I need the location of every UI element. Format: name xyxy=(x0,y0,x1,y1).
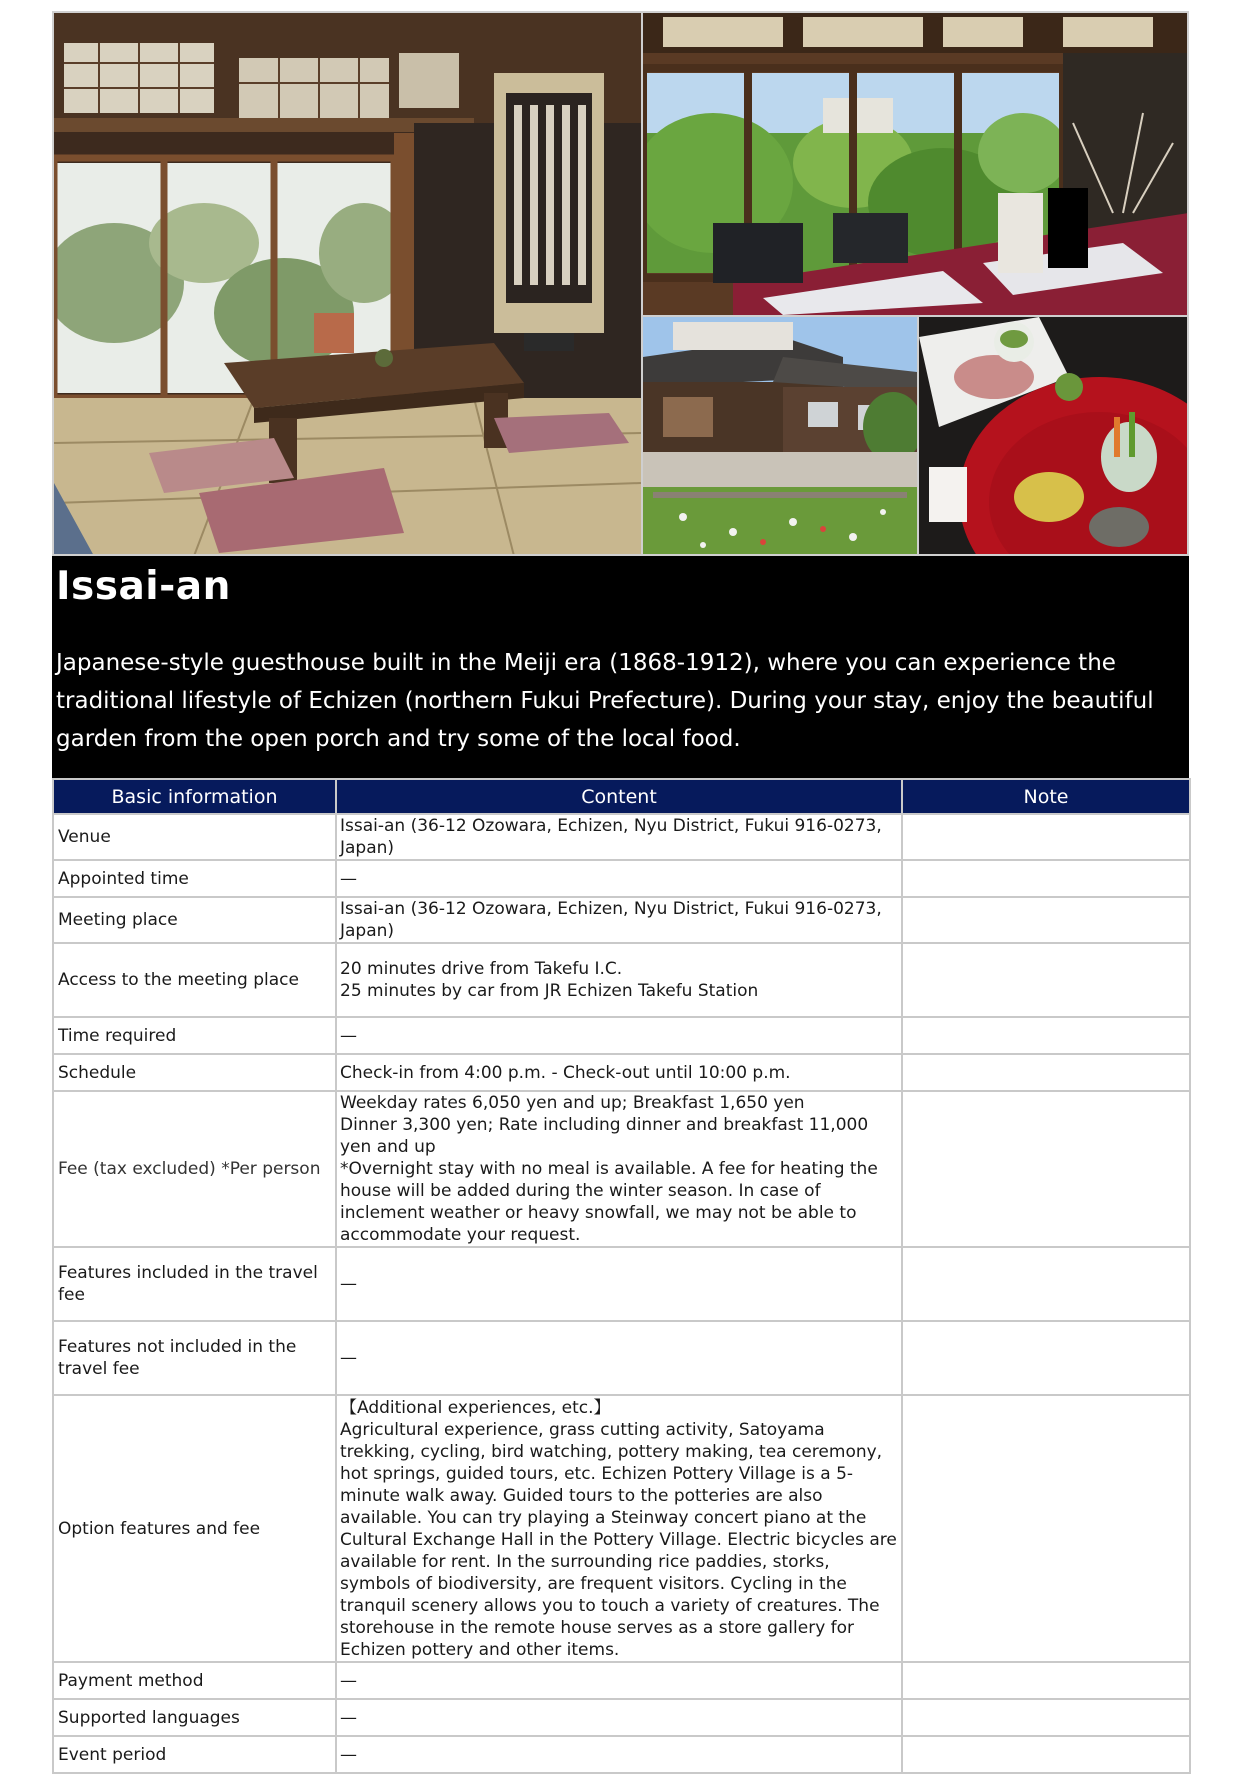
row-note xyxy=(902,1247,1190,1321)
table-row xyxy=(53,1395,1190,1662)
row-note xyxy=(902,1321,1190,1395)
table-row xyxy=(53,1017,1190,1054)
table-row xyxy=(53,1247,1190,1321)
local-food-photo xyxy=(919,317,1189,556)
row-label: Access to the meeting place xyxy=(53,943,336,1017)
row-content: — xyxy=(336,860,902,897)
row-label: Payment method xyxy=(53,1662,336,1699)
table-row xyxy=(53,1699,1190,1736)
tatami-room-photo xyxy=(54,13,641,556)
basic-info-table xyxy=(52,778,1191,1774)
row-content: — xyxy=(336,1662,902,1699)
table-row xyxy=(53,814,1190,860)
row-note xyxy=(902,1662,1190,1699)
row-label: Features not included in the travel fee xyxy=(53,1321,336,1395)
row-label: Time required xyxy=(53,1017,336,1054)
row-label: Features included in the travel fee xyxy=(53,1247,336,1321)
garden-dining-photo xyxy=(643,13,1189,315)
house-exterior-photo xyxy=(643,317,917,556)
row-label: Event period xyxy=(53,1736,336,1773)
row-content: Weekday rates 6,050 yen and up; Breakfast 1,650 yen Dinner 3,300 yen; Rate including dinner and breakfast 11,000 yen and up *Overnight stay with no meal is available. A fee for heating the house will be added during the winter season. In case of inclement weather or heavy snowfall, we may not be able to accommodate your request. xyxy=(336,1091,902,1247)
row-label: Supported languages xyxy=(53,1699,336,1736)
row-note xyxy=(902,814,1190,860)
row-content: Issai-an (36-12 Ozowara, Echizen, Nyu District, Fukui 916-0273, Japan) xyxy=(336,814,902,860)
table-row xyxy=(53,1662,1190,1699)
row-note xyxy=(902,1395,1190,1662)
row-content: — xyxy=(336,1247,902,1321)
row-note xyxy=(902,1699,1190,1736)
row-content: — xyxy=(336,1736,902,1773)
row-note xyxy=(902,897,1190,943)
row-label: Venue xyxy=(53,814,336,860)
row-label: Fee (tax excluded) *Per person xyxy=(53,1091,336,1247)
row-label: Appointed time xyxy=(53,860,336,897)
header-note: Note xyxy=(902,779,1190,814)
row-note xyxy=(902,1054,1190,1091)
intro-description: Japanese-style guesthouse built in the Meiji era (1868-1912), where you can experience the traditional lifestyle of Echizen (northern Fukui Prefecture). During your stay, enjoy the beautiful garden from the open porch and try some of the local food. xyxy=(56,650,1154,752)
row-note xyxy=(902,1017,1190,1054)
row-label: Meeting place xyxy=(53,897,336,943)
row-content: 20 minutes drive from Takefu I.C. 25 minutes by car from JR Echizen Takefu Station xyxy=(336,943,902,1017)
row-note xyxy=(902,943,1190,1017)
table-row xyxy=(53,897,1190,943)
row-note xyxy=(902,860,1190,897)
row-content: — xyxy=(336,1017,902,1054)
table-row xyxy=(53,1321,1190,1395)
header-basic-information: Basic information xyxy=(53,779,336,814)
row-label: Option features and fee xyxy=(53,1395,336,1662)
row-content: Check-in from 4:00 p.m. - Check-out until 10:00 p.m. xyxy=(336,1054,902,1091)
row-content: Issai-an (36-12 Ozowara, Echizen, Nyu District, Fukui 916-0273, Japan) xyxy=(336,897,902,943)
table-row xyxy=(53,860,1190,897)
header-content: Content xyxy=(336,779,902,814)
table-row xyxy=(53,943,1190,1017)
row-note xyxy=(902,1091,1190,1247)
row-content: — xyxy=(336,1699,902,1736)
table-header-row xyxy=(53,779,1190,814)
row-label: Schedule xyxy=(53,1054,336,1091)
photo-collage xyxy=(52,11,1189,556)
row-content: — xyxy=(336,1321,902,1395)
intro-banner xyxy=(52,556,1189,778)
page-title: Issai-an xyxy=(56,564,231,609)
row-content: 【Additional experiences, etc.】 Agricultural experience, grass cutting activity, Satoyama trekking, cycling, bird watching, pottery making, tea ceremony, hot springs, guided tours, etc. Echizen Pottery Village is a 5-minute walk away. Guided tours to the potteries are also available. You can try playing a Steinway concert piano at the Cultural Exchange Hall in the Pottery Village. Electric bicycles are available for rent. In the surrounding rice paddies, storks, symbols of biodiversity, are frequent visitors. Cycling in the tranquil scenery allows you to touch a variety of creatures. The storehouse in the remote house serves as a store gallery for Echizen pottery and other items. xyxy=(336,1395,902,1662)
table-row xyxy=(53,1091,1190,1247)
document-sheet xyxy=(52,11,1189,1774)
table-row xyxy=(53,1054,1190,1091)
